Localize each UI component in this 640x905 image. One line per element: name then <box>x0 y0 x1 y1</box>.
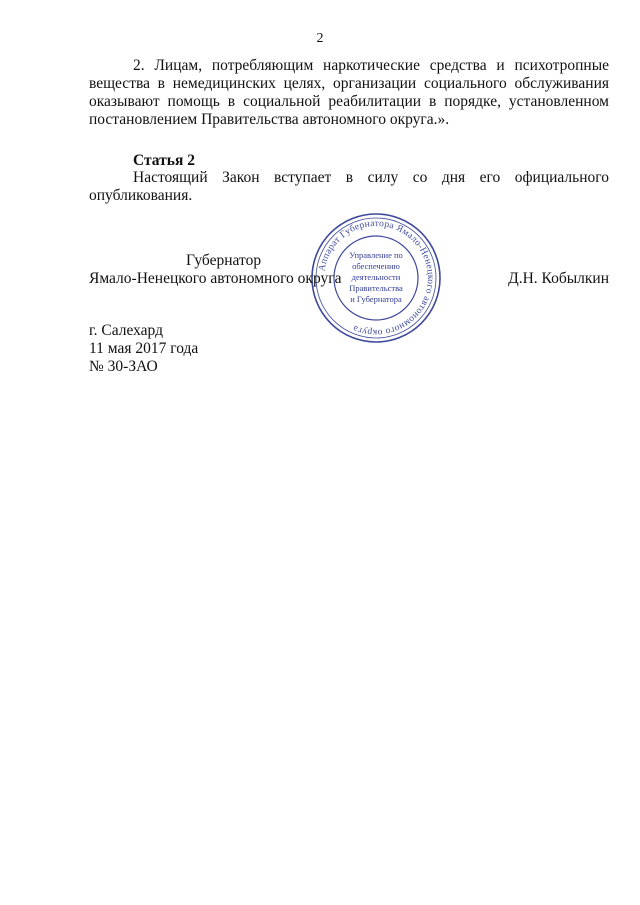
place-of-signing: г. Салехард <box>89 322 163 339</box>
signing-date: 11 мая 2017 года <box>89 340 199 357</box>
seal-inner-line: обеспечению <box>352 261 400 271</box>
governor-name: Д.Н. Кобылкин <box>508 270 609 287</box>
seal-inner-line: и Губернатора <box>350 294 402 304</box>
paragraph-line: опубликования. <box>89 187 193 204</box>
governor-title: Губернатор <box>186 252 262 269</box>
page-number: 2 <box>316 31 324 46</box>
paragraph-line: постановлением Правительства автономного округа.». <box>89 111 450 128</box>
governor-region: Ямало-Ненецкого автономного округа <box>89 270 342 287</box>
article-2-title: Статья 2 <box>133 152 195 169</box>
seal-inner-line: Управление по <box>349 250 403 260</box>
official-seal-stamp <box>310 212 442 344</box>
seal-inner-line: деятельности <box>351 272 401 282</box>
paragraph-line: Настоящий Закон вступает в силу со дня его официального <box>133 169 609 186</box>
law-number: № 30-ЗАО <box>89 358 158 375</box>
seal-outer-text: Аппарат Губернатора Ямало-Ненецкого автономного округа <box>317 218 436 338</box>
paragraph-line: 2. Лицам, потребляющим наркотические средства и психотропные <box>133 57 609 74</box>
article-2-text <box>89 169 609 205</box>
paragraph-line: вещества в немедицинских целях, организации социального обслуживания <box>89 75 609 92</box>
seal-inner-line: Правительства <box>349 283 403 293</box>
paragraph-item-2 <box>89 57 609 129</box>
paragraph-line: оказывают помощь в социальной реабилитации в порядке, установленном <box>89 93 609 110</box>
